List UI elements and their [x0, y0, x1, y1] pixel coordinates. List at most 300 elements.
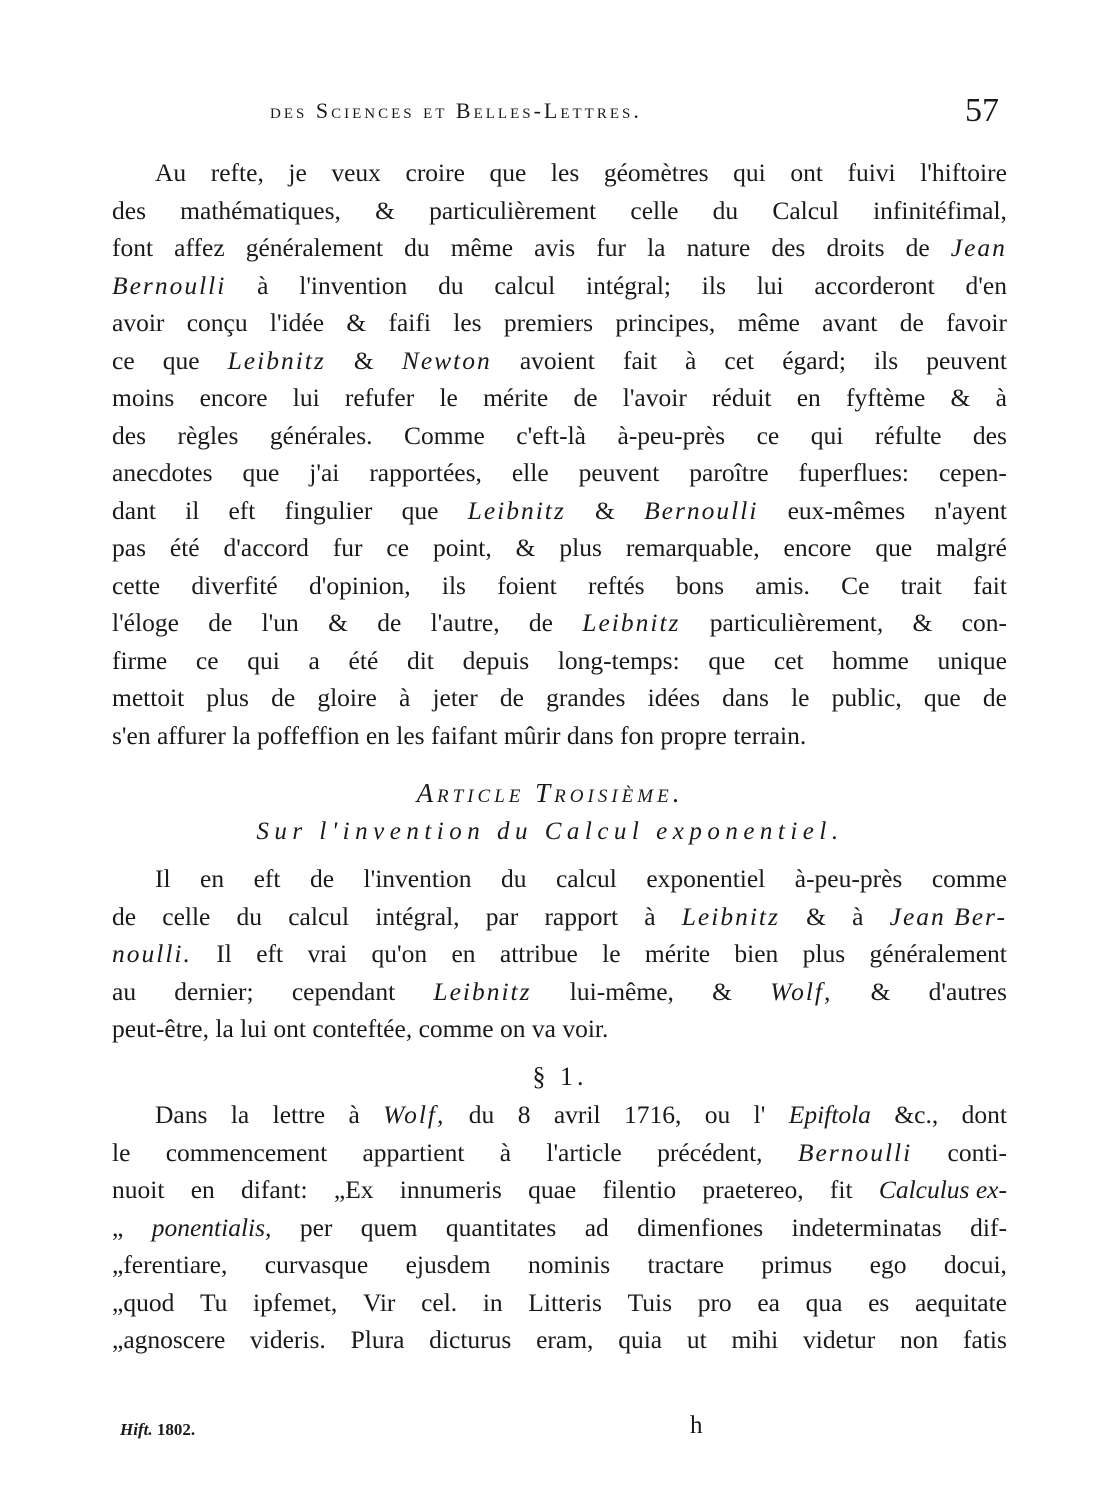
word: accorderont — [814, 270, 935, 300]
word: public, — [831, 683, 902, 712]
word: des — [771, 233, 806, 262]
text-run: s'en affurer la poffeffion en les faifant mûrir dans fon propre terrain. — [112, 720, 807, 750]
word: Il — [155, 864, 171, 893]
word: encore — [199, 383, 268, 412]
word: à — [398, 683, 411, 712]
word: encore — [783, 533, 852, 562]
word: même — [450, 233, 514, 262]
page-number: 57 — [965, 92, 999, 129]
word: dif- — [970, 1212, 1007, 1242]
word: réduit — [712, 383, 772, 412]
word: en — [451, 939, 476, 968]
text-line — [112, 344, 1007, 378]
italic-text: Bernoulli — [644, 495, 759, 525]
word: eram, — [536, 1325, 594, 1354]
word: cette — [112, 570, 161, 600]
word: d'en — [965, 270, 1007, 300]
word: „quod — [112, 1287, 175, 1317]
word: comme — [931, 864, 1007, 893]
word: droits — [826, 233, 885, 262]
word: malgré — [936, 533, 1007, 562]
word: à-peu-près — [794, 864, 903, 893]
word: quae — [528, 1175, 577, 1204]
word: de — [309, 864, 335, 893]
text-line — [112, 494, 1007, 528]
word: rapport — [544, 901, 619, 931]
word: à — [257, 270, 269, 300]
word: j'ai — [309, 458, 340, 487]
text-line — [112, 937, 1007, 971]
text-line — [112, 975, 1007, 1009]
word: & — [328, 608, 348, 637]
text-line — [112, 1248, 1007, 1282]
word: jeter — [432, 683, 478, 712]
italic-text: Wolf, — [770, 976, 833, 1006]
word: qui — [733, 158, 766, 187]
word: l'éloge — [112, 608, 179, 637]
word: trait — [900, 570, 942, 600]
word: l'avoir — [622, 383, 687, 412]
word: peuvent — [578, 458, 660, 487]
word: Tu — [199, 1287, 228, 1317]
word: je — [288, 158, 307, 187]
word: & — [950, 383, 971, 412]
word: primus — [761, 1250, 833, 1279]
word: commencement — [165, 1137, 328, 1167]
word: du — [712, 195, 739, 225]
word: de — [899, 308, 924, 337]
word: plus — [802, 939, 846, 968]
word: c'eft-là — [516, 420, 586, 450]
word: des — [972, 420, 1007, 450]
word: l'hiftoire — [920, 158, 1007, 187]
word: unique — [937, 645, 1007, 675]
word: qui — [247, 645, 280, 675]
italic-text: noulli. — [112, 939, 192, 968]
word: règles — [177, 420, 239, 450]
word: des — [112, 195, 146, 225]
text-line — [155, 1098, 1007, 1132]
word: que — [401, 495, 439, 525]
word: ont — [790, 158, 823, 187]
word: en — [796, 383, 821, 412]
word: intégral; — [586, 270, 671, 300]
word: difant: — [241, 1175, 308, 1204]
word: infinitéfimal, — [873, 195, 1007, 225]
word: fait — [622, 345, 657, 375]
word: il — [185, 495, 200, 525]
word: idées — [647, 683, 701, 712]
word: firme — [112, 645, 168, 675]
word: les — [550, 158, 580, 187]
word: bien — [734, 939, 779, 968]
word: dicturus — [429, 1325, 512, 1354]
text-line — [112, 381, 1007, 415]
word: plus — [559, 533, 602, 562]
word: affez — [174, 233, 225, 262]
word: dant — [112, 495, 156, 525]
word: d'accord — [223, 533, 309, 562]
italic-text: Jean Ber- — [889, 901, 1007, 931]
word: „ — [112, 1212, 124, 1242]
word: fuperflues: — [798, 458, 910, 487]
text-line — [112, 419, 1007, 453]
word: avoient — [519, 345, 595, 375]
word: ce — [756, 420, 780, 450]
word: ce — [112, 345, 135, 375]
word: de — [208, 608, 233, 637]
word: nominis — [527, 1250, 611, 1279]
word: vrai — [307, 939, 348, 968]
text-line — [112, 681, 1007, 715]
word: long-temps: — [557, 645, 680, 675]
word: principes, — [615, 308, 716, 337]
text-line — [112, 569, 1007, 603]
word: que — [708, 645, 746, 675]
word: lui — [292, 383, 320, 412]
word: & — [353, 345, 374, 375]
word: ils — [441, 570, 466, 600]
word: font — [112, 233, 154, 262]
word: l'article — [546, 1137, 622, 1167]
word: eft — [228, 495, 256, 525]
word: Calcul — [772, 195, 839, 225]
word: du — [236, 901, 263, 931]
running-title: des Sciences et Belles-Lettres. — [270, 98, 642, 123]
word: rapportées, — [369, 458, 482, 487]
word: calcul — [288, 901, 350, 931]
word: mathématiques, — [180, 195, 341, 225]
word: favoir — [946, 308, 1007, 337]
word: à — [685, 345, 697, 375]
word: l'invention — [363, 864, 472, 893]
word: ejusdem — [405, 1250, 491, 1279]
word: celle — [630, 195, 679, 225]
word: eux-mêmes — [787, 495, 906, 525]
word: cet — [773, 645, 804, 675]
italic-text: Newton — [401, 345, 492, 375]
word: particulièrement — [429, 195, 597, 225]
word: égard; — [782, 345, 846, 375]
word: fur — [332, 533, 363, 562]
word: intégral, — [375, 901, 460, 931]
word: conti- — [947, 1137, 1007, 1167]
word: même — [737, 308, 800, 337]
text-run: peut-être, la lui ont conteftée, comme on va voir. — [112, 1014, 609, 1043]
word: à — [852, 901, 864, 931]
word: la — [647, 233, 666, 262]
text-line — [112, 306, 1007, 340]
word: de — [905, 233, 930, 262]
word: & — [595, 495, 615, 525]
text-line — [112, 456, 1007, 490]
word: lui — [756, 270, 784, 300]
word: point, — [432, 533, 492, 562]
text-line — [112, 900, 1007, 934]
word: mérite — [644, 939, 711, 968]
word: dimenfiones — [637, 1212, 764, 1242]
word: in — [482, 1287, 503, 1317]
word: fuivi — [847, 158, 896, 187]
text-line — [112, 1136, 1007, 1170]
word: le — [439, 383, 458, 412]
word: & — [712, 976, 732, 1006]
word: Dans — [155, 1100, 208, 1129]
word: non — [900, 1325, 939, 1354]
word: que — [875, 533, 913, 562]
italic-text: Leibnitz — [433, 976, 532, 1006]
italic-text: Calculus ex- — [878, 1175, 1007, 1204]
word: eft — [253, 864, 281, 893]
word: quem — [360, 1212, 418, 1242]
word: nuoit — [112, 1175, 165, 1204]
word: innumeris — [399, 1175, 502, 1204]
word: paroître — [689, 458, 769, 487]
italic-text: Bernoulli — [797, 1137, 913, 1167]
word: croire — [405, 158, 465, 187]
word: ils — [874, 345, 899, 375]
word: Il — [216, 939, 232, 968]
word: & — [515, 533, 536, 562]
word: géomètres — [603, 158, 709, 187]
word: lettre — [272, 1100, 326, 1129]
word: été — [348, 645, 379, 675]
word: &c., — [894, 1100, 939, 1129]
word: l'un — [261, 608, 299, 637]
text-line — [112, 644, 1007, 678]
word: des — [112, 420, 146, 450]
word: cet — [724, 345, 755, 375]
word: fingulier — [284, 495, 373, 525]
word: d'opinion, — [309, 570, 411, 600]
word: avril — [553, 1100, 601, 1129]
word: par — [485, 901, 519, 931]
word: à-peu-près — [617, 420, 726, 450]
word: & — [912, 608, 933, 637]
word: veux — [331, 158, 381, 187]
word: dans — [722, 683, 769, 712]
word: eft — [256, 939, 284, 968]
word: reftés — [587, 570, 645, 600]
word: lui-même, — [569, 976, 674, 1006]
word: aequitate — [914, 1287, 1007, 1317]
italic-text: Jean — [950, 233, 1007, 262]
word: la — [230, 1100, 250, 1129]
word: „agnoscere — [112, 1325, 226, 1354]
word: & — [346, 308, 367, 337]
text-line — [155, 862, 1007, 896]
word: ut — [686, 1325, 707, 1354]
signature-year: 1802. — [156, 1420, 196, 1439]
word: es — [868, 1287, 890, 1317]
word: Vir — [362, 1287, 396, 1317]
word: de — [528, 608, 553, 637]
word: ea — [757, 1287, 780, 1317]
word: indeterminatas — [791, 1212, 942, 1242]
word: con- — [961, 608, 1007, 637]
word: le — [791, 683, 810, 712]
section-mark: § 1. — [532, 1062, 588, 1091]
word: cepen- — [938, 458, 1007, 487]
word: en — [200, 864, 225, 893]
text-line — [112, 1323, 1007, 1357]
word: à — [499, 1137, 512, 1167]
word: peuvent — [926, 345, 1007, 375]
word: fyftème — [846, 383, 926, 412]
word: foient — [497, 570, 557, 600]
word: du — [438, 270, 464, 300]
italic-text: Leibnitz — [582, 608, 681, 637]
word: conçu — [186, 308, 248, 337]
word: premiers — [503, 308, 594, 337]
word: généralement — [245, 233, 384, 262]
italic-text: ponentialis, — [151, 1212, 272, 1242]
word: mérite — [483, 383, 549, 412]
word: amis. — [755, 570, 810, 600]
word: mihi — [731, 1325, 779, 1354]
word: cependant — [291, 976, 396, 1006]
word: ce — [386, 533, 410, 562]
word: dont — [961, 1100, 1007, 1129]
text-line — [112, 1286, 1007, 1320]
word: bons — [675, 570, 725, 600]
word: refte, — [210, 158, 264, 187]
italic-text: Leibnitz — [681, 901, 780, 931]
italic-text: Bernoulli — [112, 270, 227, 300]
word: & — [870, 976, 891, 1006]
article-title: Article Troisième. — [416, 778, 684, 808]
word: plus — [206, 683, 249, 712]
word: a — [308, 645, 320, 675]
word: videtur — [803, 1325, 876, 1354]
word: du — [468, 1100, 495, 1129]
word: calcul — [494, 270, 556, 300]
word: ipfemet, — [253, 1287, 338, 1317]
text-line — [112, 231, 1007, 265]
word: refufer — [344, 383, 415, 412]
word: Litteris — [528, 1287, 602, 1317]
word: calcul — [555, 864, 617, 893]
word: que — [242, 458, 280, 487]
word: de — [271, 683, 296, 712]
word: pas — [112, 533, 146, 562]
word: „ferentiare, — [112, 1250, 228, 1279]
word: fatis — [963, 1325, 1007, 1354]
word: qua — [805, 1287, 843, 1317]
word: que — [162, 345, 200, 375]
text-line — [112, 719, 1007, 753]
text-line — [112, 1211, 1007, 1245]
word: de — [573, 383, 598, 412]
word: d'autres — [928, 976, 1007, 1006]
word: & — [375, 195, 395, 225]
word: réfulte — [874, 420, 942, 450]
word: du — [404, 233, 430, 262]
word: videris. — [250, 1325, 326, 1354]
word: avis — [534, 233, 576, 262]
word: particulièrement, — [709, 608, 884, 637]
word: fit — [829, 1175, 853, 1204]
word: moins — [112, 383, 175, 412]
italic-text: Wolf, — [383, 1100, 446, 1129]
italic-text: Epiftola — [788, 1100, 871, 1129]
word: curvasque — [264, 1250, 369, 1279]
word: de — [377, 608, 402, 637]
word: mettoit — [112, 683, 185, 712]
word: à — [995, 383, 1007, 412]
italic-text: Leibnitz — [227, 345, 326, 375]
word: au — [112, 976, 137, 1006]
text-line — [112, 1012, 1007, 1046]
word: l'autre, — [430, 608, 500, 637]
word: dernier; — [174, 976, 254, 1006]
text-line — [112, 269, 1007, 303]
word: Comme — [404, 420, 485, 450]
word: ad — [584, 1212, 609, 1242]
word: Au — [155, 158, 187, 187]
text-line — [155, 156, 1007, 190]
word: le — [602, 939, 621, 968]
word: les — [453, 308, 482, 337]
word: faifi — [388, 308, 431, 337]
word: que — [923, 683, 961, 712]
text-line — [112, 1173, 1007, 1207]
word: fait — [973, 570, 1007, 600]
word: du — [501, 864, 527, 893]
word: précédent, — [657, 1137, 763, 1167]
italic-text: Leibnitz — [467, 495, 566, 525]
word: ou — [704, 1100, 731, 1129]
word: 8 — [517, 1100, 531, 1129]
word: l' — [753, 1100, 766, 1129]
word: avant — [822, 308, 878, 337]
text-line — [112, 194, 1007, 228]
word: 1716, — [623, 1100, 682, 1129]
word: n'ayent — [934, 495, 1007, 525]
word: été — [169, 533, 200, 562]
word: appartient — [362, 1137, 465, 1167]
word: généralement — [869, 939, 1007, 968]
word: tractare — [647, 1250, 724, 1279]
word: avoir — [112, 308, 165, 337]
word: attribue — [499, 939, 578, 968]
word: l'idée — [269, 308, 325, 337]
word: de — [982, 683, 1007, 712]
word: à — [348, 1100, 360, 1129]
word: docui, — [943, 1250, 1007, 1279]
word: à — [644, 901, 656, 931]
word: ils — [701, 270, 726, 300]
word: per — [299, 1212, 333, 1242]
text-line — [112, 606, 1007, 640]
word: de — [499, 683, 524, 712]
word: Tuis — [627, 1287, 673, 1317]
word: cel. — [421, 1287, 458, 1317]
text-line — [112, 531, 1007, 565]
word: en — [190, 1175, 215, 1204]
word: quia — [618, 1325, 663, 1354]
word: nature — [686, 233, 751, 262]
word: anecdotes — [112, 458, 213, 487]
word: de — [112, 901, 137, 931]
word: diverfité — [191, 570, 278, 600]
word: pro — [697, 1287, 732, 1317]
word: fur — [596, 233, 626, 262]
word: qui — [810, 420, 844, 450]
signature-letter: h — [690, 1412, 703, 1439]
word: Plura — [350, 1325, 405, 1354]
word: qu'on — [371, 939, 428, 968]
